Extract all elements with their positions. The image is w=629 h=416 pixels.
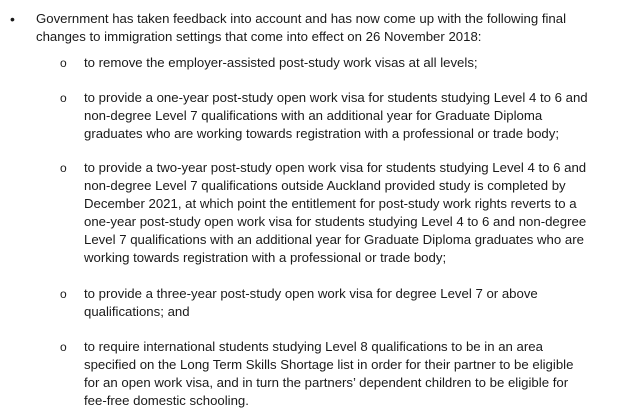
list-item-text <box>84 338 624 410</box>
list-item-line: non-degree Level 7 qualifications outside Auckland provided study is completed by <box>84 178 566 193</box>
list-item-line: to provide a three-year post-study open work visa for degree Level 7 or above <box>84 286 538 301</box>
list-item-line: one-year post-study open work visa for students studying Level 4 to 6 and non-degree <box>84 214 587 229</box>
list-item-text <box>84 89 624 143</box>
sub-bullet-marker: o <box>60 56 67 70</box>
list-item-text <box>84 285 624 321</box>
sub-bullet-marker: o <box>60 287 67 301</box>
list-item-line: non-degree Level 7 qualifications with an additional year for Graduate Diploma <box>84 108 543 123</box>
list-item-line: qualifications; and <box>84 304 190 319</box>
list-item-line: December 2021, at which point the entitlement for post-study work rights reverts to a <box>84 196 577 211</box>
intro-line: changes to immigration settings that come into effect on 26 November 2018: <box>36 29 482 44</box>
list-item-line: to remove the employer-assisted post-study work visas at all levels; <box>84 55 478 70</box>
list-item-line: working towards registration with a professional or trade body; <box>84 250 447 265</box>
sub-bullet-marker: o <box>60 91 67 105</box>
list-item-line: specified on the Long Term Skills Shortage list in order for their partner to be eligible <box>84 357 574 372</box>
list-item-line: Level 7 qualifications with an additional year for Graduate Diploma graduates who are <box>84 232 584 247</box>
main-bullet: • <box>10 11 15 27</box>
list-item-line: for an open work visa, and in turn the partners’ dependent children to be eligible for <box>84 375 569 390</box>
list-item-line: to provide a one-year post-study open work visa for students studying Level 4 to 6 and <box>84 90 588 105</box>
sub-bullet-marker: o <box>60 340 67 354</box>
list-item-text <box>84 54 624 72</box>
list-item-line: to provide a two-year post-study open work visa for students studying Level 4 to 6 and <box>84 160 587 175</box>
list-item-line: fee-free domestic schooling. <box>84 393 249 408</box>
intro-line: Government has taken feedback into account and has now come up with the following final <box>36 11 567 26</box>
list-item-line: to require international students studying Level 8 qualifications to be in an area <box>84 339 543 354</box>
list-item-line: graduates who are working towards registration with a professional or trade body; <box>84 126 560 141</box>
intro-paragraph <box>36 10 621 46</box>
list-item-text <box>84 159 624 267</box>
sub-bullet-marker: o <box>60 161 67 175</box>
